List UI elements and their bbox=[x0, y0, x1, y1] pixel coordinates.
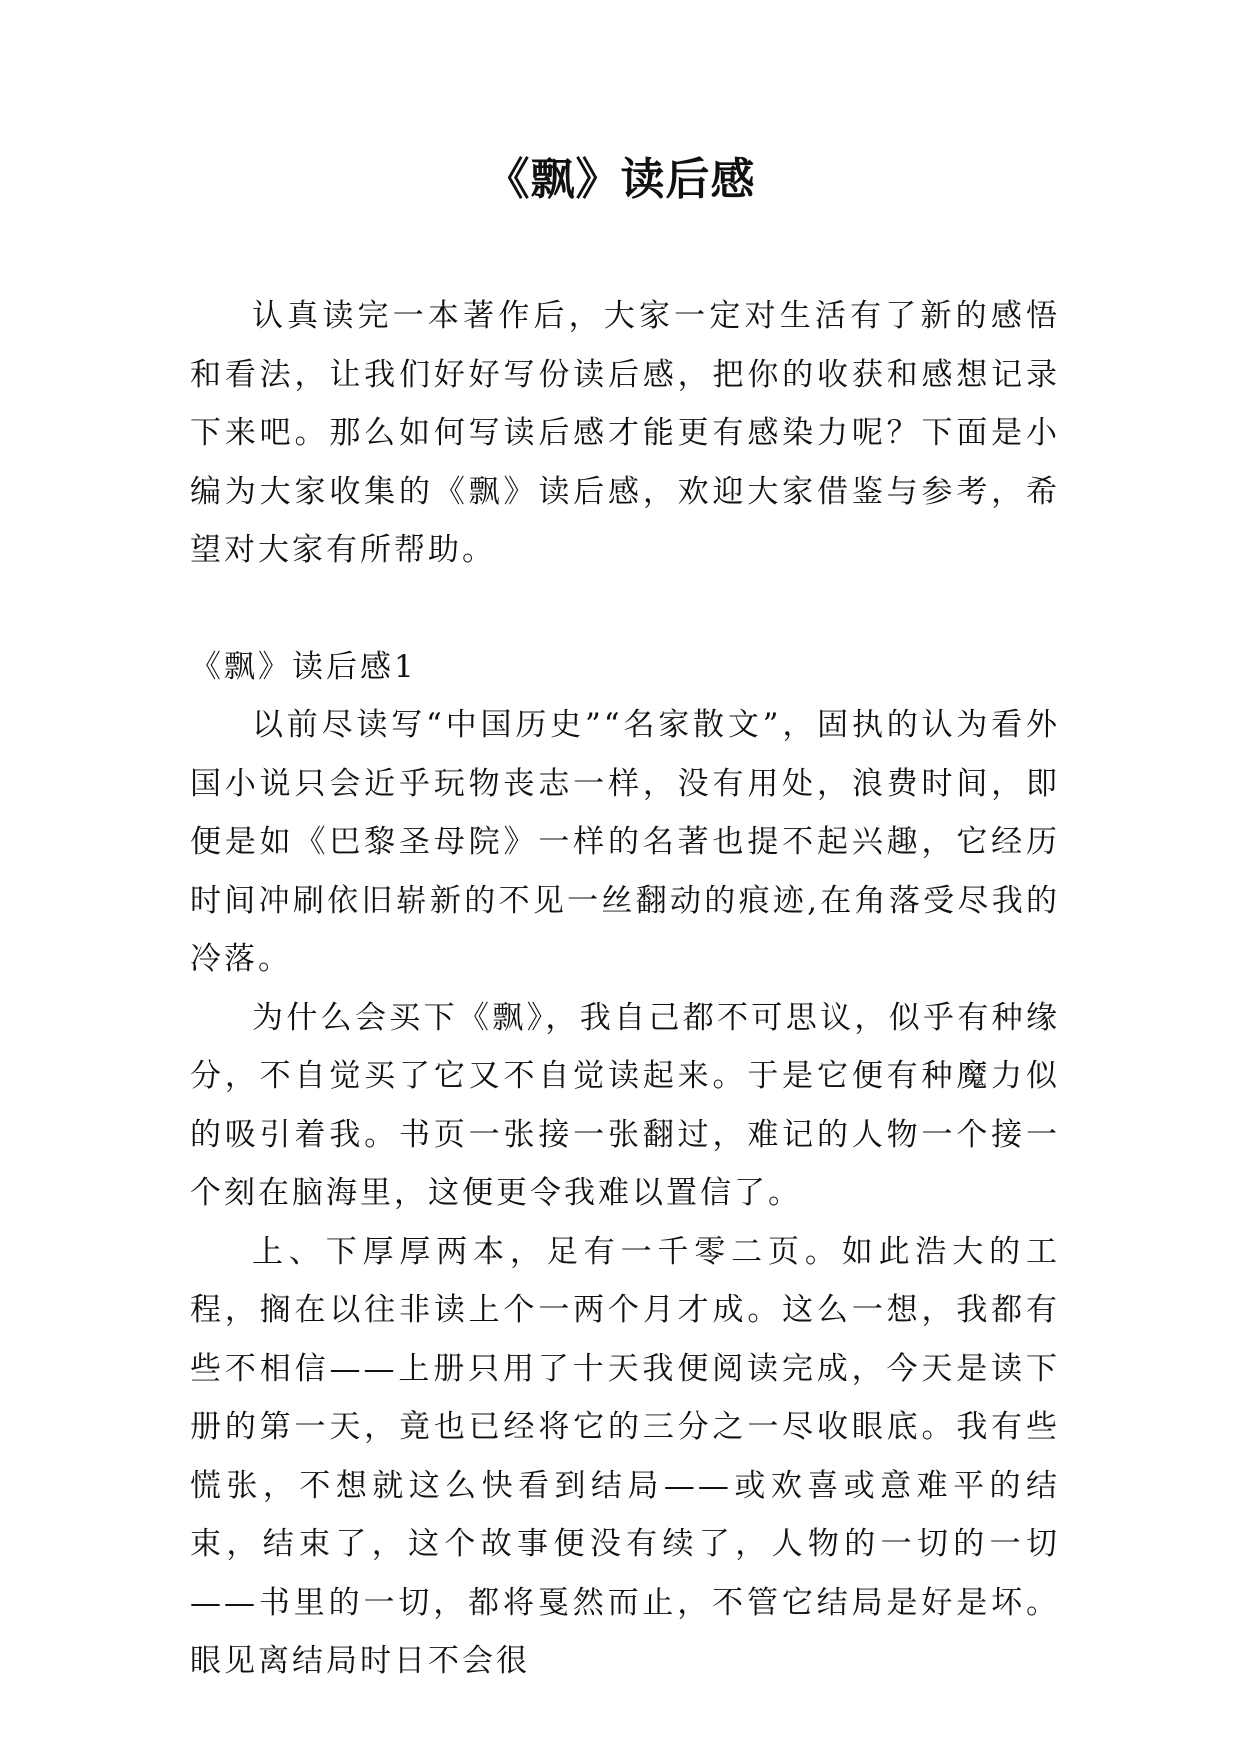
document-title: 《飘》读后感 bbox=[485, 154, 756, 205]
body-paragraph-2: 为什么会买下《飘》，我自己都不可思议，似乎有种缘分，不自觉买了它又不自觉读起来。于是它便有种魔力似的吸引着我。书页一张接一张翻过，难记的人物一个接一个刻在脑海里，这便更令我难以置信了。 bbox=[190, 999, 1060, 1211]
section-heading: 《飘》读后感1 bbox=[190, 648, 417, 685]
paragraph-spacer bbox=[190, 580, 1060, 638]
body-paragraph-3: 上、下厚厚两本，足有一千零二页。如此浩大的工程，搁在以往非读上个一两个月才成。这么一想，我都有些不相信——上册只用了十天我便阅读完成，今天是读下册的第一天，竟也已经将它的三分之一尽收眼底。我有些慌张，不想就这么快看到结局——或欢喜或意难平的结束，结束了，这个故事便没有续了，人物的一切的一切——书里的一切，都将戛然而止，不管它结局是好是坏。眼见离结局时日不会很 bbox=[190, 1233, 1060, 1679]
intro-paragraph: 认真读完一本著作后，大家一定对生活有了新的感悟和看法，让我们好好写份读后感，把你的收获和感想记录下来吧。那么如何写读后感才能更有感染力呢？下面是小编为大家收集的《飘》读后感，欢迎大家借鉴与参考，希望对大家有所帮助。 bbox=[190, 298, 1060, 568]
body-paragraph-1: 以前尽读写“中国历史”“名家散文”，固执的认为看外国小说只会近乎玩物丧志一样，没有用处，浪费时间，即便是如《巴黎圣母院》一样的名著也提不起兴趣，它经历时间冲刷依旧崭新的不见一丝翻动的痕迹,在角落受尽我的冷落。 bbox=[190, 707, 1060, 977]
document-body bbox=[190, 287, 1060, 1691]
